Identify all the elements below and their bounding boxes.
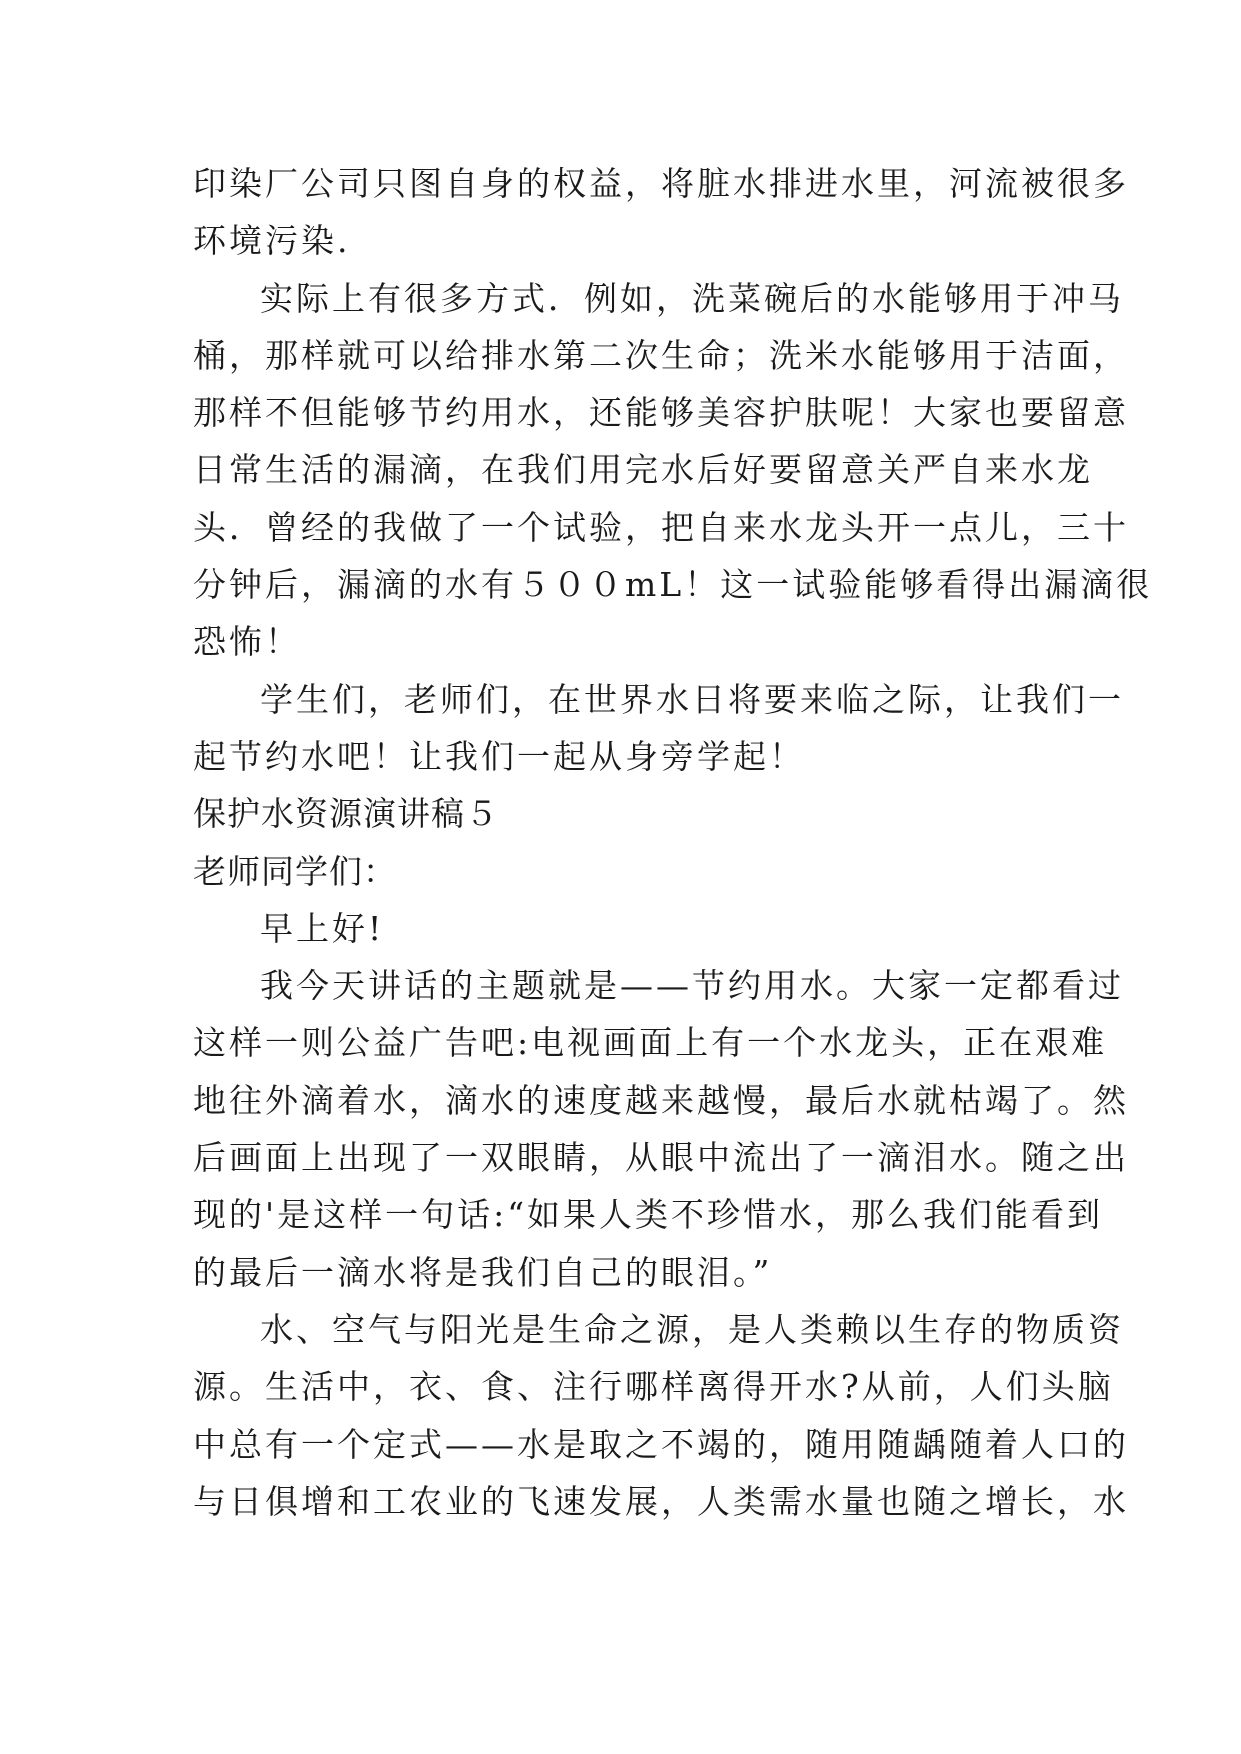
text-line: 后画面上出现了一双眼睛，从眼中流出了一滴泪水。随之出 (193, 1138, 1129, 1178)
paragraph-start-line: 实际上有很多方式．例如，洗菜碗后的水能够用于冲马 (260, 278, 1124, 318)
text-line: 桶，那样就可以给排水第二次生命；洗米水能够用于洁面， (193, 335, 1129, 375)
section-heading: 保护水资源演讲稿５ (193, 794, 499, 834)
text-line: 地往外滴着水，滴水的速度越来越慢，最后水就枯竭了。然 (193, 1080, 1129, 1120)
paragraph-start-line: 水、空气与阳光是生命之源，是人类赖以生存的物质资 (260, 1309, 1124, 1349)
paragraph-start-line: 我今天讲话的主题就是——节约用水。大家一定都看过 (260, 966, 1124, 1006)
text-line: 与日俱增和工农业的飞速发展，人类需水量也随之增长，水 (193, 1481, 1129, 1521)
paragraph-start-line: 学生们，老师们，在世界水日将要来临之际，让我们一 (260, 679, 1124, 719)
greeting: 早上好! (260, 908, 385, 948)
text-line: 日常生活的漏滴，在我们用完水后好要留意关严自来水龙 (193, 450, 1093, 490)
text-line: 分钟后，漏滴的水有５００mL！这一试验能够看得出漏滴很 (193, 565, 1153, 605)
text-line: 这样一则公益广告吧:电视画面上有一个水龙头，正在艰难 (193, 1023, 1108, 1063)
document-body (193, 155, 1153, 1530)
text-line: 环境污染. (193, 221, 351, 261)
text-line: 起节约水吧！让我们一起从身旁学起！ (193, 736, 805, 776)
salutation: 老师同学们： (193, 851, 397, 891)
text-line: 印染厂公司只图自身的权益，将脏水排进水里，河流被很多 (193, 164, 1129, 203)
text-line: 的最后一滴水将是我们自己的眼泪。” (193, 1252, 773, 1292)
text-line: 恐怖！ (193, 622, 301, 662)
text-line: 源。生活中，衣、食、注行哪样离得开水?从前，人们头脑 (193, 1367, 1114, 1407)
text-line: 现的'是这样一句话:“如果人类不珍惜水，那么我们能看到 (193, 1195, 1104, 1235)
text-line: 那样不但能够节约用水，还能够美容护肤呢！大家也要留意 (193, 393, 1129, 433)
text-line: 头．曾经的我做了一个试验，把自来水龙头开一点儿，三十 (193, 507, 1129, 547)
text-line: 中总有一个定式——水是取之不竭的，随用随龋随着人口的 (193, 1424, 1129, 1464)
